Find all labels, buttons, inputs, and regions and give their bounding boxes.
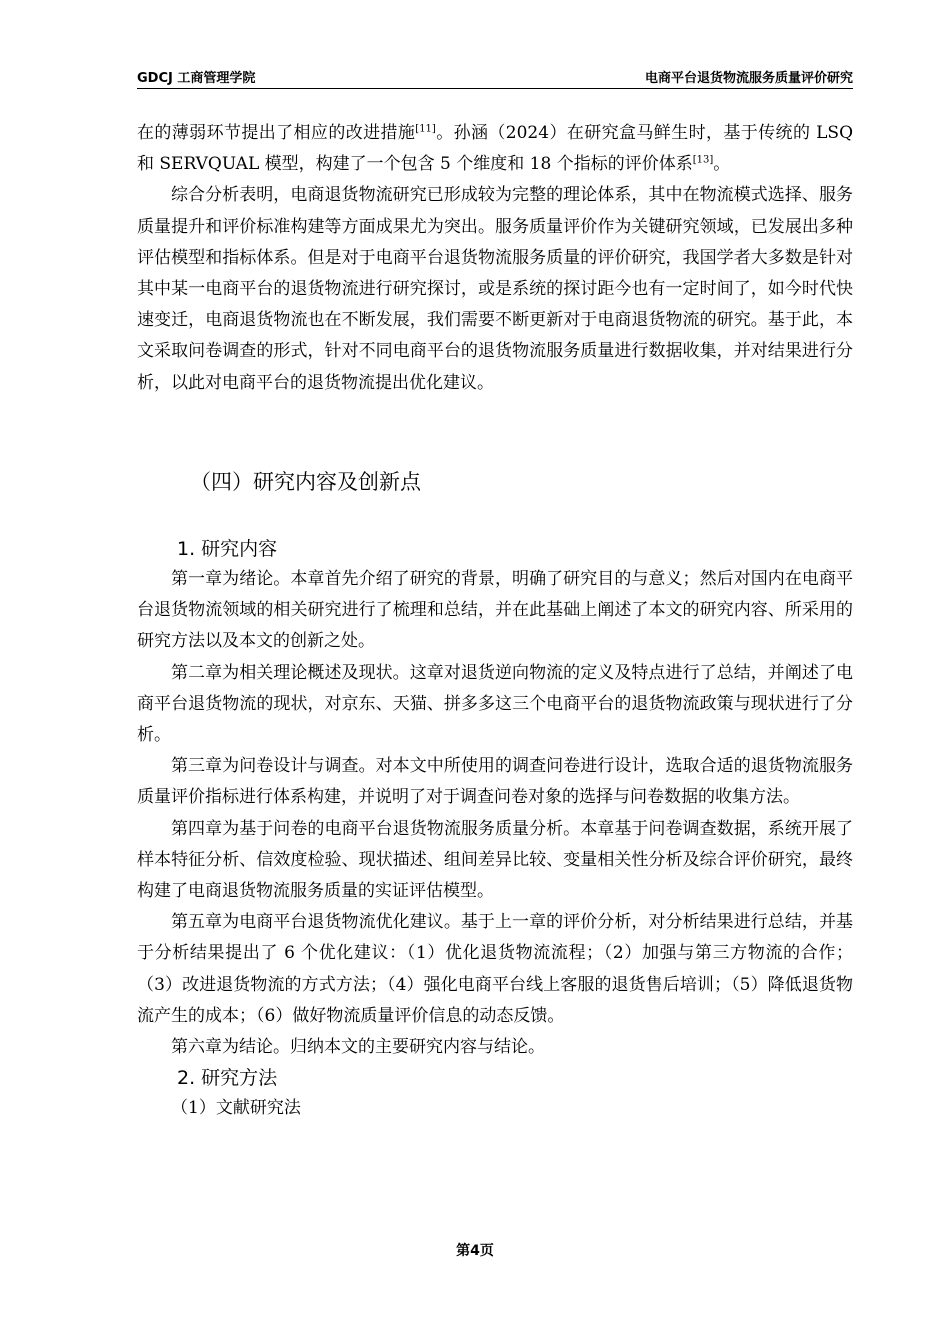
heading-research-content: 1. 研究内容 — [177, 538, 278, 560]
paragraph-chapter-5: 第五章为电商平台退货物流优化建议。基于上一章的评价分析，对分析结果进行总结，并基于分析结果提出了 6 个优化建议：（1）优化退货物流流程；（2）加强与第三方物流的合作；（3）改进退货物流的方式方法；（4）强化电商平台线上客服的退货售后培训；（5）降低退货物流产生的成本；（6）做好物流质量评价信息的动态反馈。 — [137, 912, 853, 1026]
paragraph-chapter-3: 第三章为问卷设计与调查。对本文中所使用的调查问卷进行设计，选取合适的退货物流服务质量评价指标进行体系构建，并说明了对于调查问卷对象的选择与问卷数据的收集方法。 — [137, 756, 853, 808]
intro-text — [137, 118, 853, 399]
header-school: GDCJ 工商管理学院 — [137, 71, 256, 86]
paragraph-chapter-2: 第二章为相关理论概述及现状。这章对退货逆向物流的定义及特点进行了总结，并阐述了电商平台退货物流的现状，对京东、天猫、拼多多这三个电商平台的退货物流政策与现状进行了分析。 — [137, 662, 853, 746]
text-run: 。 — [713, 154, 731, 175]
paragraph-continuation — [137, 118, 853, 180]
citation-11: [11] — [415, 123, 436, 135]
research-content — [137, 534, 853, 1124]
text-run: 在的薄弱环节提出了相应的改进措施 — [137, 123, 416, 143]
paragraph-chapter-1: 第一章为绪论。本章首先介绍了研究的背景，明确了研究目的与意义；然后对国内在电商平台退货物流领域的相关研究进行了梳理和总结，并在此基础上阐述了本文的研究内容、所采用的研究方法以及本文的创新之处。 — [137, 569, 853, 652]
section-title: （四）研究内容及创新点 — [190, 470, 421, 494]
header-thesis-title: 电商平台退货物流服务质量评价研究 — [644, 71, 853, 86]
page-number: 第4页 — [456, 1243, 494, 1259]
method-literature: （1）文献研究法 — [171, 1098, 301, 1119]
paragraph-chapter-4: 第四章为基于问卷的电商平台退货物流服务质量分析。本章基于问卷调查数据，系统开展了样本特征分析、信效度检验、现状描述、组间差异比较、变量相关性分析及综合评价研究，最终构建了电商退货物流服务质量的实证评估模型。 — [137, 818, 853, 902]
paragraph-summary: 综合分析表明，电商退货物流研究已形成较为完整的理论体系，其中在物流模式选择、服务质量提升和评价标准构建等方面成果尤为突出。服务质量评价作为关键研究领域，已发展出多种评估模型和指标体系。但是对于电商平台退货物流服务质量的评价研究，我国学者大多数是针对其中某一电商平台的退货物流进行研究探讨，或是系统的探讨距今也有一定时间了，如今时代快速变迁，电商退货物流也在不断发展，我们需要不断更新对于电商退货物流的研究。基于此，本文采取问卷调查的形式，针对不同电商平台的退货物流服务质量进行数据收集，并对结果进行分析，以此对电商平台的退货物流提出优化建议。 — [137, 185, 853, 393]
text-run: 。孙涵（2024）在研究盒马鲜生时，基于传统的 LSQ 和 SERVQUAL 模型，构建了一个包含 5 个维度和 18 个指标的评价体系 — [137, 123, 854, 175]
citation-13: [13] — [692, 154, 714, 166]
heading-research-methods: 2. 研究方法 — [177, 1067, 278, 1090]
page-header — [137, 60, 853, 89]
paragraph-chapter-6: 第六章为结论。归纳本文的主要研究内容与结论。 — [171, 1037, 545, 1058]
